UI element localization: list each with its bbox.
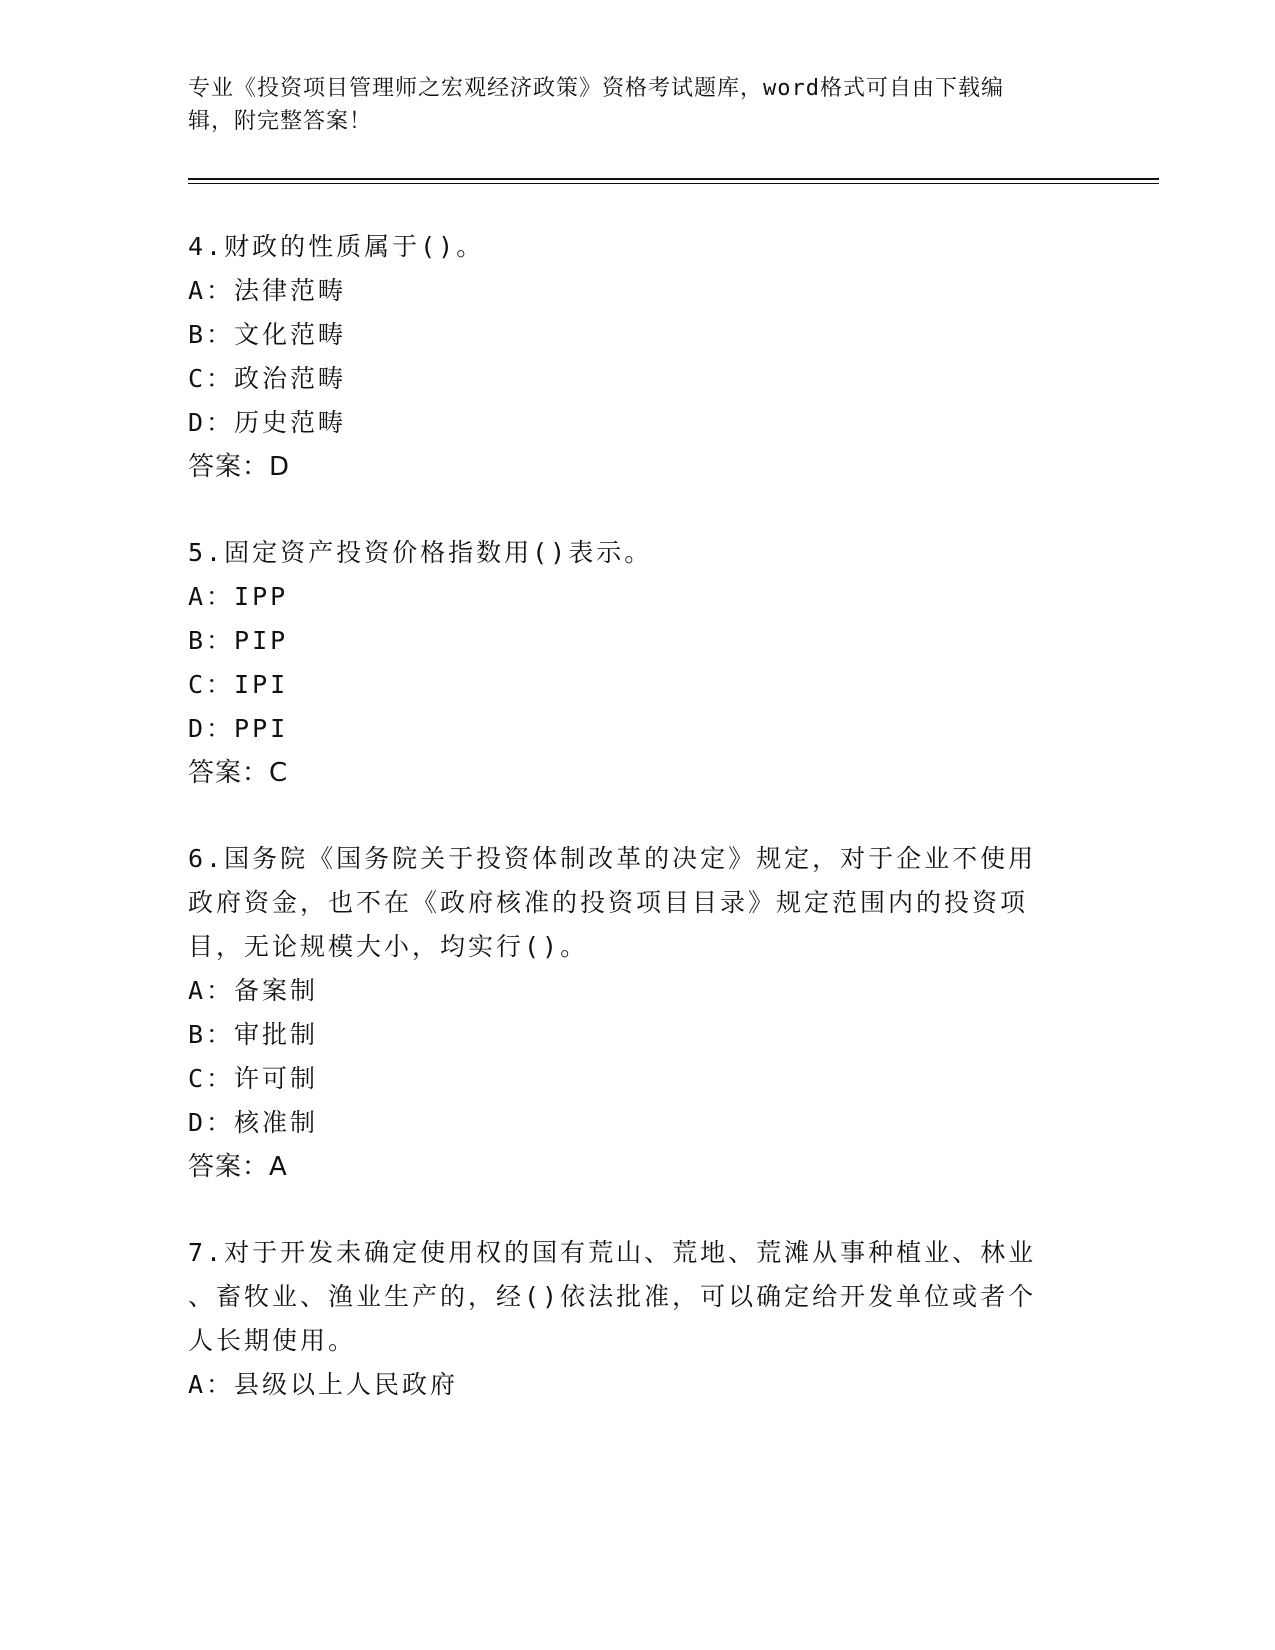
question-7-stem-line-1: 7.对于开发未确定使用权的国有荒山、荒地、荒滩从事种植业、林业 (188, 1238, 1037, 1267)
question-6-stem-line-3: 目，无论规模大小，均实行()。 (188, 932, 589, 961)
question-5-option-b: B：PIP (188, 626, 289, 655)
question-4-answer: 答案：D (188, 452, 291, 482)
question-4-option-c: C：政治范畴 (188, 364, 347, 393)
question-7-stem-line-2: 、畜牧业、渔业生产的，经()依法批准，可以确定给开发单位或者个 (188, 1282, 1037, 1311)
question-5-option-a: A：IPP (188, 582, 289, 611)
document-header (188, 72, 1088, 138)
question-5-option-d: D：PPI (188, 714, 289, 743)
question-7-option-a: A：县级以上人民政府 (188, 1370, 459, 1399)
question-5-answer: 答案：C (188, 758, 289, 788)
question-4-stem: 4.财政的性质属于()。 (188, 232, 485, 261)
question-7-stem-line-3: 人长期使用。 (188, 1326, 357, 1355)
question-6-option-c: C：许可制 (188, 1064, 319, 1093)
question-5-option-c: C：IPI (188, 670, 289, 699)
question-6-option-b: B：审批制 (188, 1020, 319, 1049)
question-4-option-b: B：文化范畴 (188, 320, 347, 349)
question-6-answer: 答案：A (188, 1152, 288, 1182)
header-divider-thick (188, 178, 1159, 180)
question-6-option-a: A：备案制 (188, 976, 319, 1005)
question-6-stem-line-2: 政府资金，也不在《政府核准的投资项目目录》规定范围内的投资项 (188, 888, 1029, 917)
header-line-1: 专业《投资项目管理师之宏观经济政策》资格考试题库，word格式可自由下载编 (188, 76, 1004, 101)
question-6-option-d: D：核准制 (188, 1108, 319, 1137)
header-divider-thin (188, 183, 1159, 184)
header-line-2: 辑，附完整答案！ (188, 109, 373, 134)
question-6-stem-line-1: 6.国务院《国务院关于投资体制改革的决定》规定，对于企业不使用 (188, 844, 1037, 873)
question-4-option-d: D：历史范畴 (188, 408, 347, 437)
question-4-option-a: A：法律范畴 (188, 276, 347, 305)
question-5-stem: 5.固定资产投资价格指数用()表示。 (188, 538, 653, 567)
